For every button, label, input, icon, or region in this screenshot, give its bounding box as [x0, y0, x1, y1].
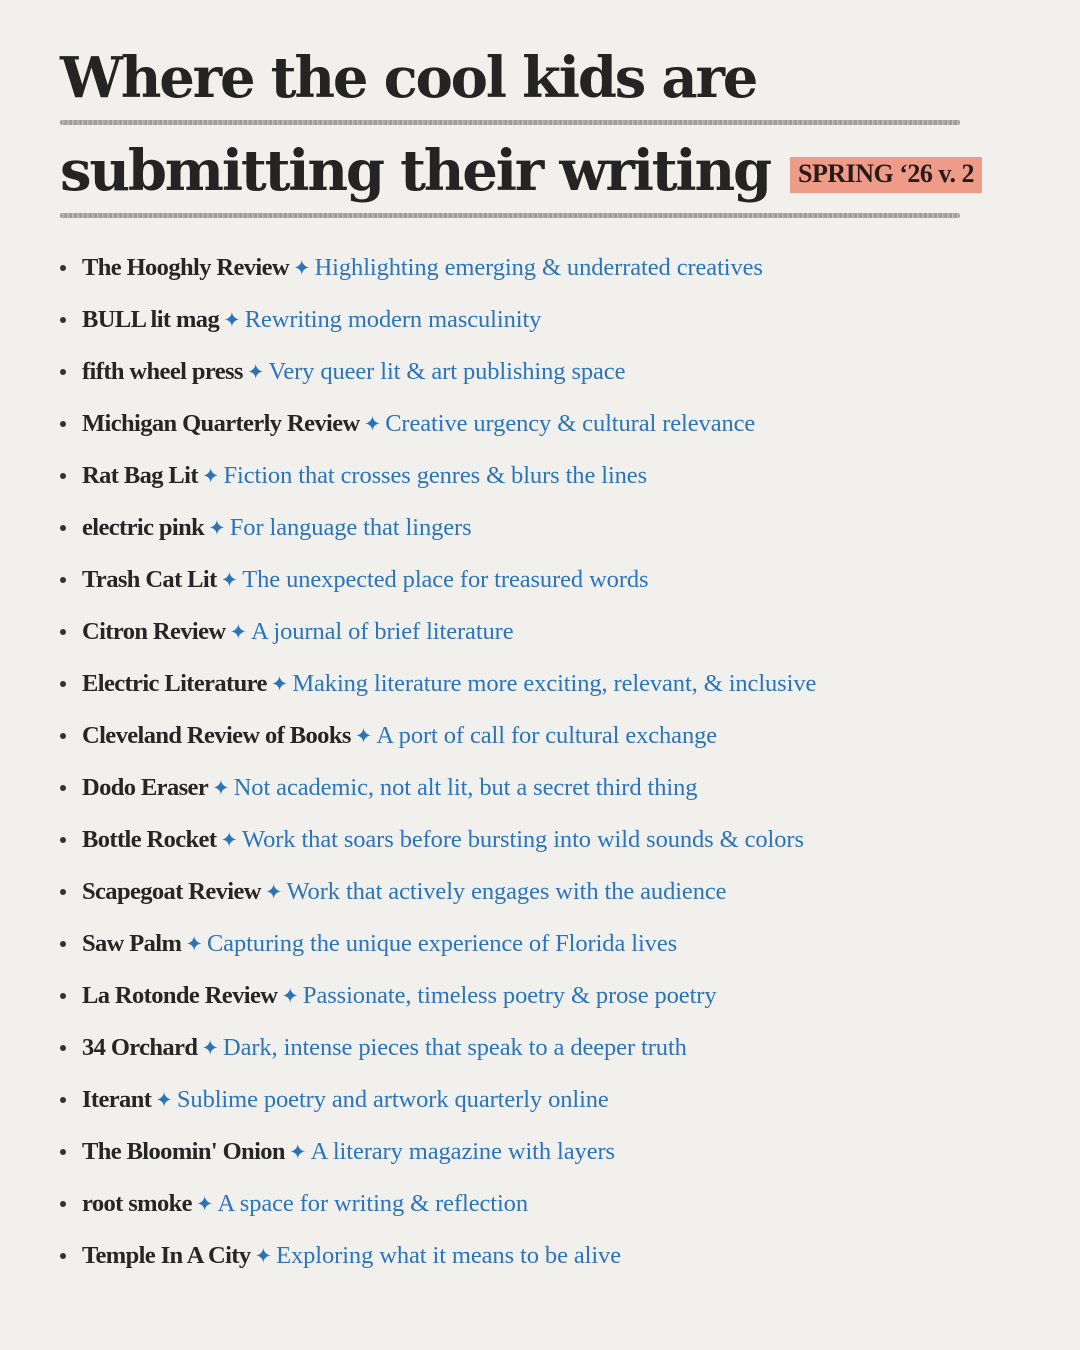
magazine-name: Iterant: [82, 1086, 152, 1113]
magazine-name: 34 Orchard: [82, 1034, 198, 1061]
magazine-name: Rat Bag Lit: [82, 462, 198, 489]
list-item: [60, 606, 1020, 658]
bullet-icon: [60, 421, 66, 427]
magazine-description: Not academic, not alt lit, but a secret third thing: [233, 774, 698, 801]
bullet-icon: [60, 473, 66, 479]
bullet-icon: [60, 629, 66, 635]
magazine-description: Passionate, timeless poetry & prose poetry: [302, 982, 717, 1009]
bullet-icon: [60, 1097, 66, 1103]
magazine-name: Temple In A City: [82, 1242, 251, 1269]
title-divider-bottom: [60, 213, 960, 218]
bullet-icon: [60, 785, 66, 791]
bullet-icon: [60, 1045, 66, 1051]
magazine-name: La Rotonde Review: [82, 982, 278, 1009]
sparkle-icon: ✦: [292, 255, 311, 280]
bullet-icon: [60, 577, 66, 583]
sparkle-icon: ✦: [281, 983, 299, 1008]
list-item: [60, 814, 1020, 866]
list-item: [60, 1022, 1020, 1074]
list-item: [60, 502, 1020, 554]
list-item: [60, 710, 1020, 762]
bullet-icon: [60, 733, 66, 739]
magazine-description: Making literature more exciting, relevant, & inclusive: [292, 670, 817, 697]
sparkle-icon: ✦: [185, 931, 203, 956]
bullet-icon: [60, 941, 66, 947]
sparkle-icon: ✦: [201, 1035, 219, 1060]
bullet-icon: [60, 681, 66, 687]
page-title-line-2: [60, 135, 974, 207]
magazine-description: Sublime poetry and artwork quarterly online: [176, 1086, 609, 1113]
sparkle-icon: ✦: [201, 463, 220, 488]
page-title-line-2-text: submitting their writing: [60, 138, 770, 204]
sparkle-icon: ✦: [264, 879, 283, 904]
magazine-name: Cleveland Review of Books: [82, 722, 351, 749]
bullet-icon: [60, 1253, 66, 1259]
magazine-description: Exploring what it means to be alive: [276, 1242, 621, 1269]
magazine-name: Electric Literature: [82, 670, 267, 697]
magazine-description: Dark, intense pieces that speak to a deeper truth: [222, 1034, 687, 1061]
magazine-name: BULL lit mag: [82, 306, 220, 333]
magazine-name: Trash Cat Lit: [82, 566, 217, 593]
bullet-icon: [60, 1201, 66, 1207]
sparkle-icon: ✦: [363, 411, 382, 436]
list-item: [60, 554, 1020, 606]
sparkle-icon: ✦: [208, 515, 226, 540]
magazine-name: Bottle Rocket: [82, 826, 217, 853]
magazine-description: Capturing the unique experience of Florida lives: [206, 930, 678, 957]
magazine-name: The Bloomin' Onion: [82, 1138, 285, 1165]
magazine-name: Scapegoat Review: [82, 878, 261, 905]
title-divider: [60, 120, 960, 125]
sparkle-icon: ✦: [223, 307, 241, 332]
sparkle-icon: ✦: [195, 1191, 214, 1216]
magazine-list: [60, 242, 1020, 1282]
magazine-description: A port of call for cultural exchange: [376, 722, 718, 749]
magazine-description: Rewriting modern masculinity: [244, 306, 542, 333]
bullet-icon: [60, 369, 66, 375]
magazine-description: Fiction that crosses genres & blurs the lines: [223, 462, 648, 489]
list-item: [60, 918, 1020, 970]
magazine-name: Dodo Eraser: [82, 774, 209, 801]
magazine-name: Saw Palm: [82, 930, 182, 957]
title-block: [60, 42, 974, 228]
magazine-description: A space for writing & reflection: [217, 1190, 528, 1217]
bullet-icon: [60, 265, 66, 271]
sparkle-icon: ✦: [254, 1243, 273, 1268]
bullet-icon: [60, 837, 66, 843]
sparkle-icon: ✦: [246, 359, 265, 384]
magazine-name: electric pink: [82, 514, 205, 541]
list-item: [60, 1126, 1020, 1178]
magazine-name: fifth wheel press: [82, 358, 243, 385]
list-item: [60, 658, 1020, 710]
magazine-name: Citron Review: [82, 618, 226, 645]
sparkle-icon: ✦: [270, 671, 289, 696]
magazine-description: Highlighting emerging & underrated creatives: [314, 254, 763, 281]
magazine-description: A journal of brief literature: [251, 618, 514, 645]
sparkle-icon: ✦: [220, 567, 239, 592]
list-item: [60, 450, 1020, 502]
list-item: [60, 970, 1020, 1022]
sparkle-icon: ✦: [155, 1087, 173, 1112]
magazine-name: Michigan Quarterly Review: [82, 410, 360, 437]
list-item: [60, 1230, 1020, 1282]
list-item: [60, 242, 1020, 294]
bullet-icon: [60, 993, 66, 999]
list-item: [60, 398, 1020, 450]
sparkle-icon: ✦: [288, 1139, 307, 1164]
page-title-line-1: Where the cool kids are: [60, 45, 757, 111]
sparkle-icon: ✦: [354, 723, 373, 748]
bullet-icon: [60, 1149, 66, 1155]
list-item: [60, 866, 1020, 918]
magazine-description: Creative urgency & cultural relevance: [385, 410, 756, 437]
sparkle-icon: ✦: [229, 619, 248, 644]
magazine-description: Work that actively engages with the audience: [286, 878, 727, 905]
list-item: [60, 1074, 1020, 1126]
magazine-description: For language that lingers: [229, 514, 472, 541]
magazine-description: A literary magazine with layers: [310, 1138, 615, 1165]
magazine-description: The unexpected place for treasured words: [242, 566, 649, 593]
sparkle-icon: ✦: [220, 827, 239, 852]
bullet-icon: [60, 525, 66, 531]
list-item: [60, 346, 1020, 398]
bullet-icon: [60, 889, 66, 895]
magazine-name: The Hooghly Review: [82, 254, 289, 281]
list-item: [60, 762, 1020, 814]
edition-badge: SPRING ‘26 v. 2: [790, 157, 982, 193]
magazine-name: root smoke: [82, 1190, 192, 1217]
list-item: [60, 294, 1020, 346]
list-item: [60, 1178, 1020, 1230]
magazine-description: Very queer lit & art publishing space: [268, 358, 626, 385]
sparkle-icon: ✦: [212, 775, 230, 800]
bullet-icon: [60, 317, 66, 323]
magazine-description: Work that soars before bursting into wild sounds & colors: [242, 826, 804, 853]
